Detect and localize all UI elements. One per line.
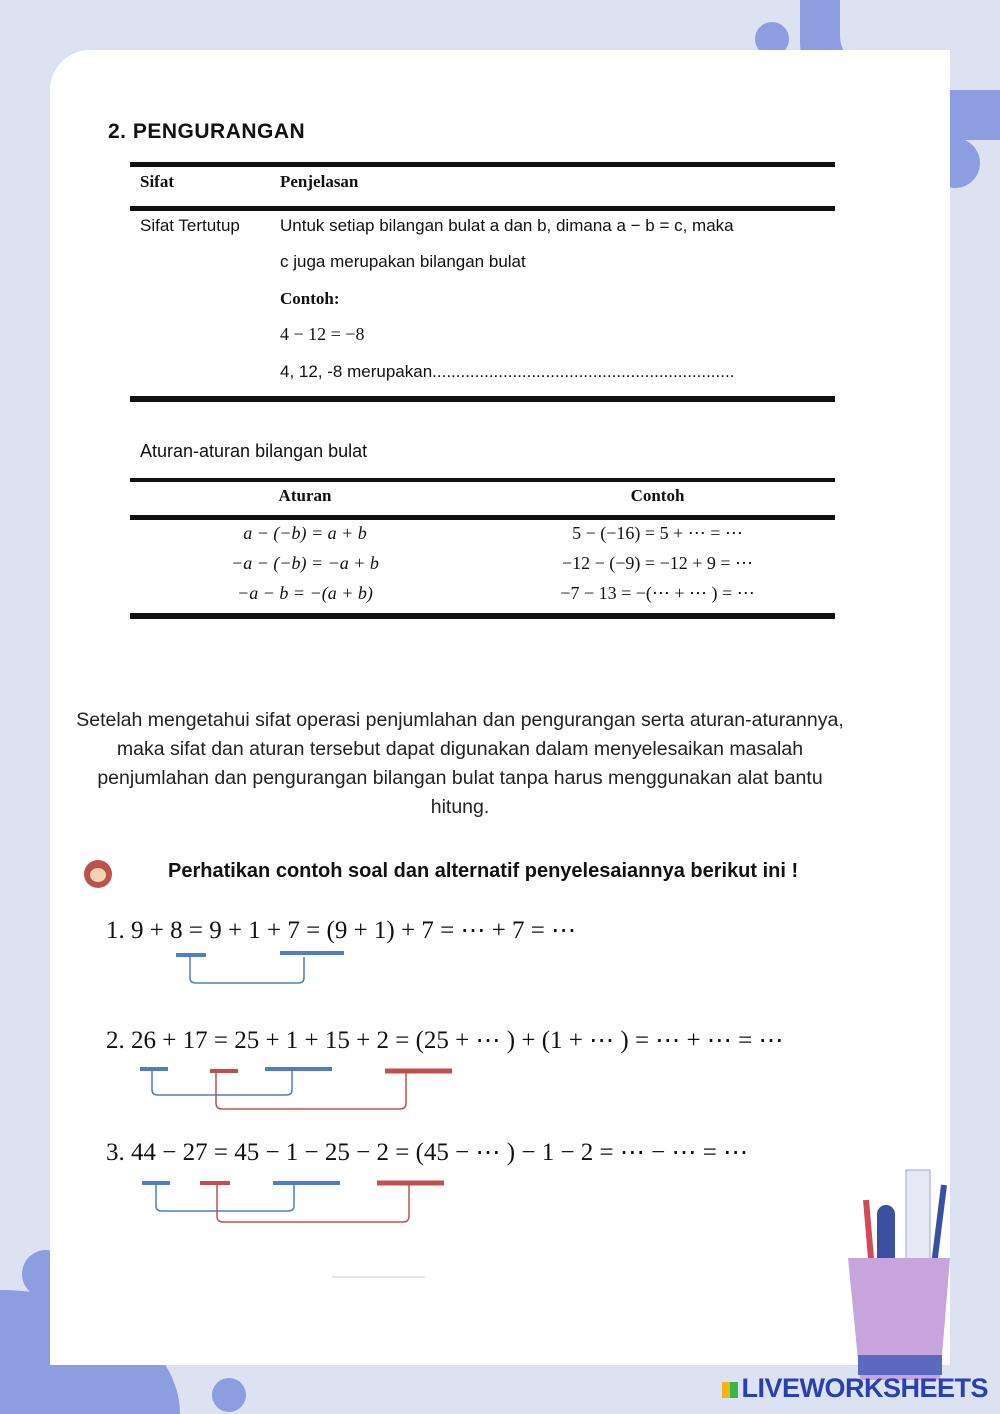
penjelasan-line: Untuk setiap bilangan bulat a dan b, dimana a − b = c, maka [280,216,734,235]
fill-in-blank[interactable]: 4, 12, -8 merupakan................................................................ [280,362,735,381]
bracket-red [216,1073,406,1109]
sifat-name: Sifat Tertutup [140,216,240,235]
logo-icon [722,1382,738,1398]
rules-heading: Aturan-aturan bilangan bulat [140,441,368,461]
rule-cell: −a − b = −(a + b) [237,583,373,603]
liveworksheets-logo[interactable] [722,1373,988,1404]
header-aturan: Aturan [278,486,332,505]
instruction: Perhatikan contoh soal dan alternatif penyelesaiannya berikut ini ! [168,860,799,882]
bracket-red [217,1185,409,1222]
penjelasan-line: c juga merupakan bilangan bulat [280,252,526,271]
rule-cell: a − (−b) = a + b [243,523,367,543]
bracket-blue [190,957,304,983]
example-3: 3. 44 − 27 = 45 − 1 − 25 − 2 = (45 − ⋯ ) − 1 − 2 = ⋯ − ⋯ = ⋯ [106,1139,749,1166]
bracket-blue [156,1185,294,1211]
rule-cell: −a − (−b) = −a + b [231,553,379,573]
example-1: 1. 9 + 8 = 9 + 1 + 7 = (9 + 1) + 7 = ⋯ + 7 = ⋯ [106,917,577,944]
example-cell: −7 − 13 = −(⋯ + ⋯ ) = ⋯ [560,583,755,603]
section-title: 2. PENGURANGAN [108,120,306,143]
contoh-equation: 4 − 12 = −8 [280,324,365,344]
bracket-blue [152,1071,292,1095]
example-2: 2. 26 + 17 = 25 + 1 + 15 + 2 = (25 + ⋯ ) + (1 + ⋯ ) = ⋯ + ⋯ = ⋯ [106,1027,784,1054]
example-cell: −12 − (−9) = −12 + 9 = ⋯ [561,553,754,573]
header-penjelasan: Penjelasan [280,172,359,191]
explanation-paragraph: Setelah mengetahui sifat operasi penjumlahan dan pengurangan serta aturan-aturannya, maka sifat dan aturan tersebut dapat digunakan dalam menyelesaikan masalah penjumlahan dan pengurangan bilangan bulat tanpa harus menggunakan alat bantu hitung. [76,709,844,818]
example-cell: 5 − (−16) = 5 + ⋯ = ⋯ [572,523,743,543]
header-contoh: Contoh [630,486,685,505]
pencil-cup-icon [848,1170,950,1380]
logo-text: LIVEWORKSHEETS [741,1373,988,1403]
header-sifat: Sifat [140,172,174,191]
contoh-label: Contoh: [280,289,340,308]
